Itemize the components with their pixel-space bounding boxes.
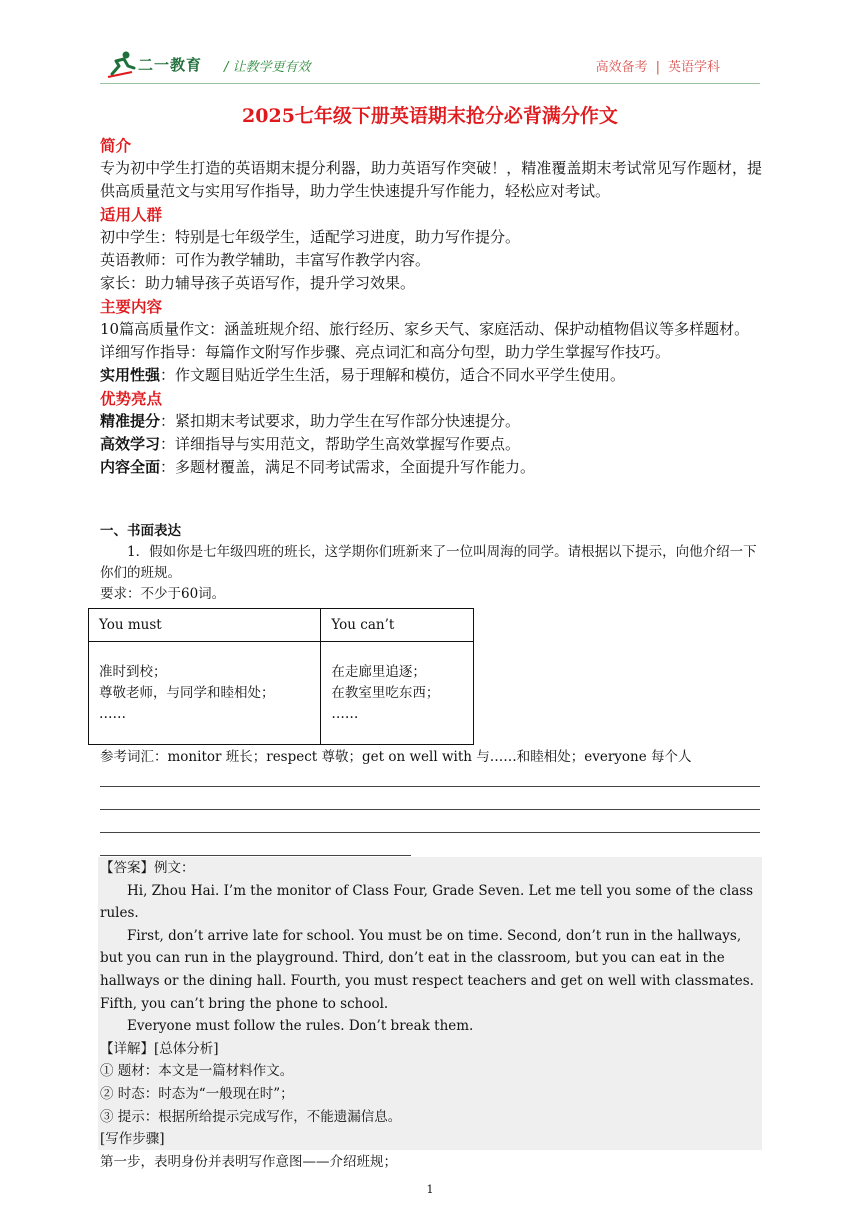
table-header-must: You must: [89, 609, 321, 642]
question-requirement: 要求：不少于60词。: [100, 586, 226, 602]
tag-exam: 高效备考: [595, 60, 648, 75]
answer-line: [100, 809, 760, 810]
question-prompt: 1．假如你是七年级四班的班长，这学期你们班新来了一位叫周海的同学。请根据以下提示，向他介绍一下你们的班规。: [100, 544, 757, 581]
answer-line: [100, 786, 760, 787]
detail-item: ② 时态：时态为“一般现在时”；: [100, 1085, 294, 1102]
question-block: [100, 521, 762, 605]
runner-logo-icon: [106, 50, 136, 78]
header-divider: [100, 83, 760, 84]
detail-label: 【详解】[总体分析]: [100, 1040, 219, 1057]
highlight-item: 精准提分：紧扣期末考试要求，助力学生在写作部分快速提分。: [100, 412, 521, 430]
intro-content: [100, 134, 762, 479]
table-cell-cant: 在走廊里追逐； 在教室里吃东西； ……: [321, 642, 474, 745]
answer-para: Hi, Zhou Hai. I’m the monitor of Class Four, Grade Seven. Let me tell you some of the class rules.: [100, 882, 754, 922]
page-number: 1: [426, 1183, 434, 1196]
step-item: 第一步，表明身份并表明写作意图——介绍班规；: [100, 1153, 397, 1170]
answer-para: First, don’t arrive late for school. You must be on time. Second, don’t run in the hallways, but you can run in the playground. Third, don’t eat in the classroom, but you can eat in the hallways or the dining hall. Fourth, you must respect teachers and get on well with classmates. Fifth, you can’t bring the phone to school.: [100, 927, 754, 1012]
audience-item: 初中学生：特别是七年级学生，适配学习进度，助力写作提分。: [100, 228, 521, 246]
highlight-item: 内容全面：多题材覆盖，满足不同考试需求，全面提升写作能力。: [100, 458, 536, 476]
detail-item: ③ 提示：根据所给提示完成写作，不能遗漏信息。: [100, 1108, 402, 1125]
answer-line: [100, 832, 760, 833]
header-tags: 高效备考 | 英语学科: [595, 60, 720, 75]
answer-label: 【答案】例文：: [100, 860, 195, 876]
table-header-cant: You can’t: [321, 609, 474, 642]
section-heading-intro: 简介: [100, 136, 132, 155]
answer-line: [100, 855, 411, 856]
tag-subject: 英语学科: [667, 60, 720, 75]
rules-table: [88, 608, 474, 745]
page-title: 2025七年级下册英语期末抢分必背满分作文: [242, 105, 618, 127]
page-header: [100, 50, 760, 80]
reference-vocab: 参考词汇：monitor 班长；respect 尊敬；get on well with 与……和睦相处；everyone 每个人: [100, 749, 692, 765]
table-cell-must: 准时到校； 尊敬老师，与同学和睦相处； ……: [89, 642, 321, 745]
section-heading-highlights: 优势亮点: [100, 389, 163, 408]
slogan: / 让教学更有效: [224, 60, 311, 75]
logo: [106, 50, 218, 78]
audience-item: 家长：助力辅导孩子英语写作，提升学习效果。: [100, 274, 416, 292]
section-heading-audience: 适用人群: [100, 205, 163, 224]
answer-para: Everyone must follow the rules. Don’t break them.: [127, 1018, 474, 1035]
main-item-practical: 实用性强：作文题目贴近学生生活，易于理解和模仿，适合不同水平学生使用。: [100, 366, 626, 384]
main-item: 10篇高质量作文：涵盖班规介绍、旅行经历、家乡天气、家庭活动、保护动植物倡议等多样题材。: [100, 320, 750, 338]
audience-item: 英语教师：可作为教学辅助，丰富写作教学内容。: [100, 251, 431, 269]
highlight-item: 高效学习：详细指导与实用范文，帮助学生高效掌握写作要点。: [100, 435, 521, 453]
section-heading-main: 主要内容: [100, 297, 163, 316]
intro-text: 专为初中学生打造的英语期末提分利器，助力英语写作突破！，精准覆盖期末考试常见写作题材，提供高质量范文与实用写作指导，助力学生快速提升写作能力，轻松应对考试。: [100, 159, 762, 200]
logo-text: 二一教育: [138, 56, 203, 74]
question-section-heading: 一、书面表达: [100, 523, 181, 539]
steps-label: [写作步骤]: [100, 1131, 165, 1148]
detail-item: ① 题材：本文是一篇材料作文。: [100, 1063, 294, 1080]
main-item: 详细写作指导：每篇作文附写作步骤、亮点词汇和高分句型，助力学生掌握写作技巧。: [100, 343, 671, 361]
answer-panel: [98, 857, 762, 1170]
